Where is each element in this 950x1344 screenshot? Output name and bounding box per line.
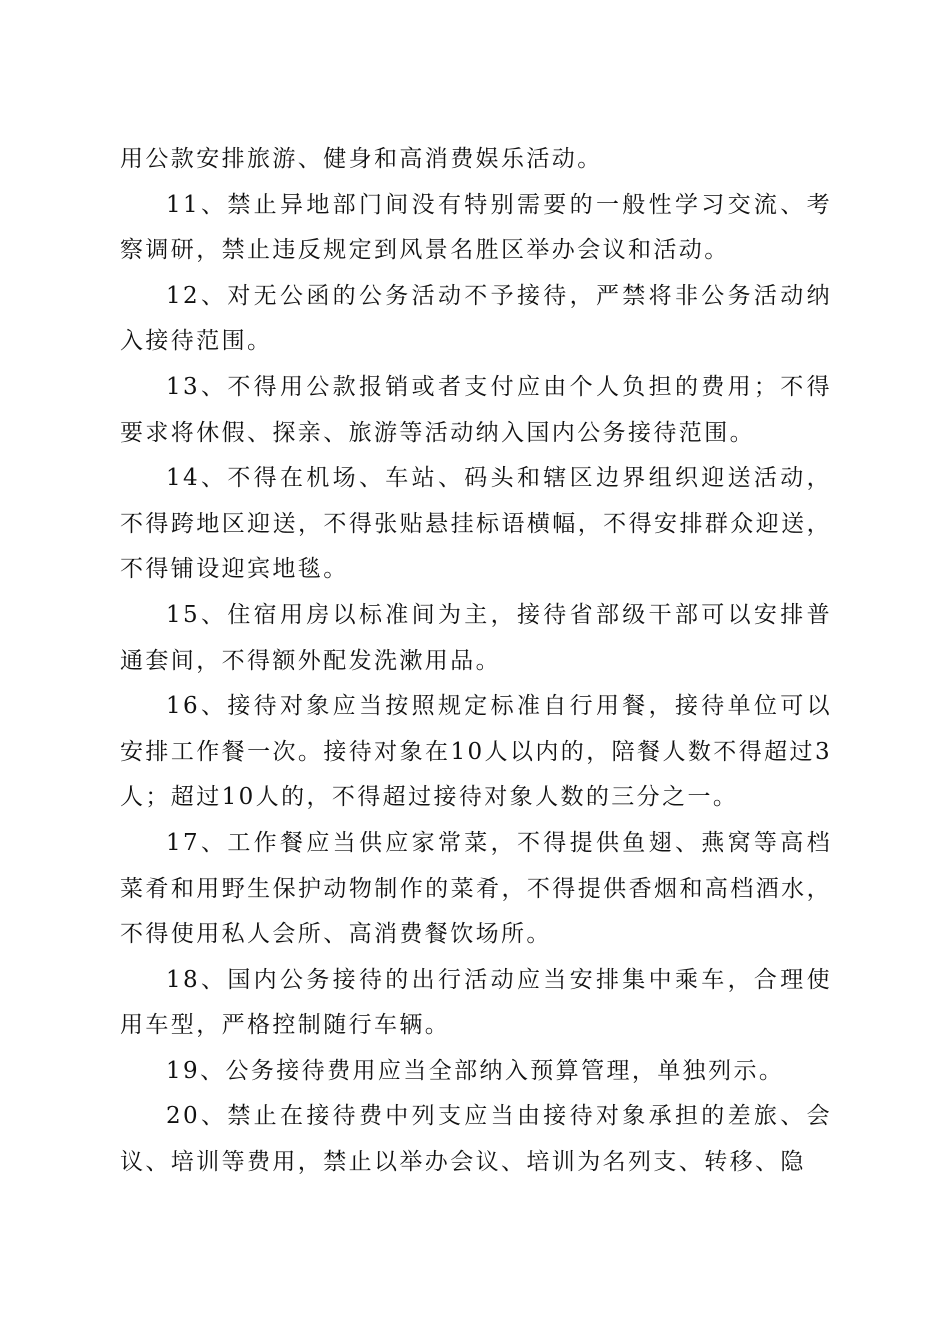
paragraph-item-19: 19、公务接待费用应当全部纳入预算管理，单独列示。 — [166, 1057, 785, 1084]
paragraph-continuation: 用公款安排旅游、健身和高消费娱乐活动。 — [120, 146, 603, 172]
paragraph-item-20: 20、禁止在接待费中列支应当由接待对象承担的差旅、会议、培训等费用，禁止以举办会议、培训为名列支、转移、隐 — [120, 1103, 832, 1176]
paragraph-item-17: 17、工作餐应当供应家常菜，不得提供鱼翅、燕窝等高档菜肴和用野生保护动物制作的菜肴，不得提供香烟和高档酒水，不得使用私人会所、高消费餐饮场所。 — [120, 829, 832, 948]
paragraph-item-16: 16、接待对象应当按照规定标准自行用餐，接待单位可以安排工作餐一次。接待对象在10人以内的，陪餐人数不得超过3人；超过10人的，不得超过接待对象人数的三分之一。 — [120, 693, 832, 811]
paragraph-item-11: 11、禁止异地部门间没有特别需要的一般性学习交流、考察调研，禁止违反规定到风景名胜区举办会议和活动。 — [120, 191, 832, 264]
paragraph-item-15: 15、住宿用房以标准间为主，接待省部级干部可以安排普通套间，不得额外配发洗漱用品。 — [120, 601, 832, 674]
paragraph-item-12: 12、对无公函的公务活动不予接待，严禁将非公务活动纳入接待范围。 — [120, 282, 832, 355]
paragraph-item-14: 14、不得在机场、车站、码头和辖区边界组织迎送活动，不得跨地区迎送，不得张贴悬挂标语横幅，不得安排群众迎送，不得铺设迎宾地毯。 — [120, 465, 832, 583]
document-body — [120, 137, 832, 1186]
paragraph-item-13: 13、不得用公款报销或者支付应由个人负担的费用；不得要求将休假、探亲、旅游等活动纳入国内公务接待范围。 — [120, 373, 832, 446]
paragraph-item-18: 18、国内公务接待的出行活动应当安排集中乘车，合理使用车型，严格控制随行车辆。 — [120, 966, 832, 1039]
